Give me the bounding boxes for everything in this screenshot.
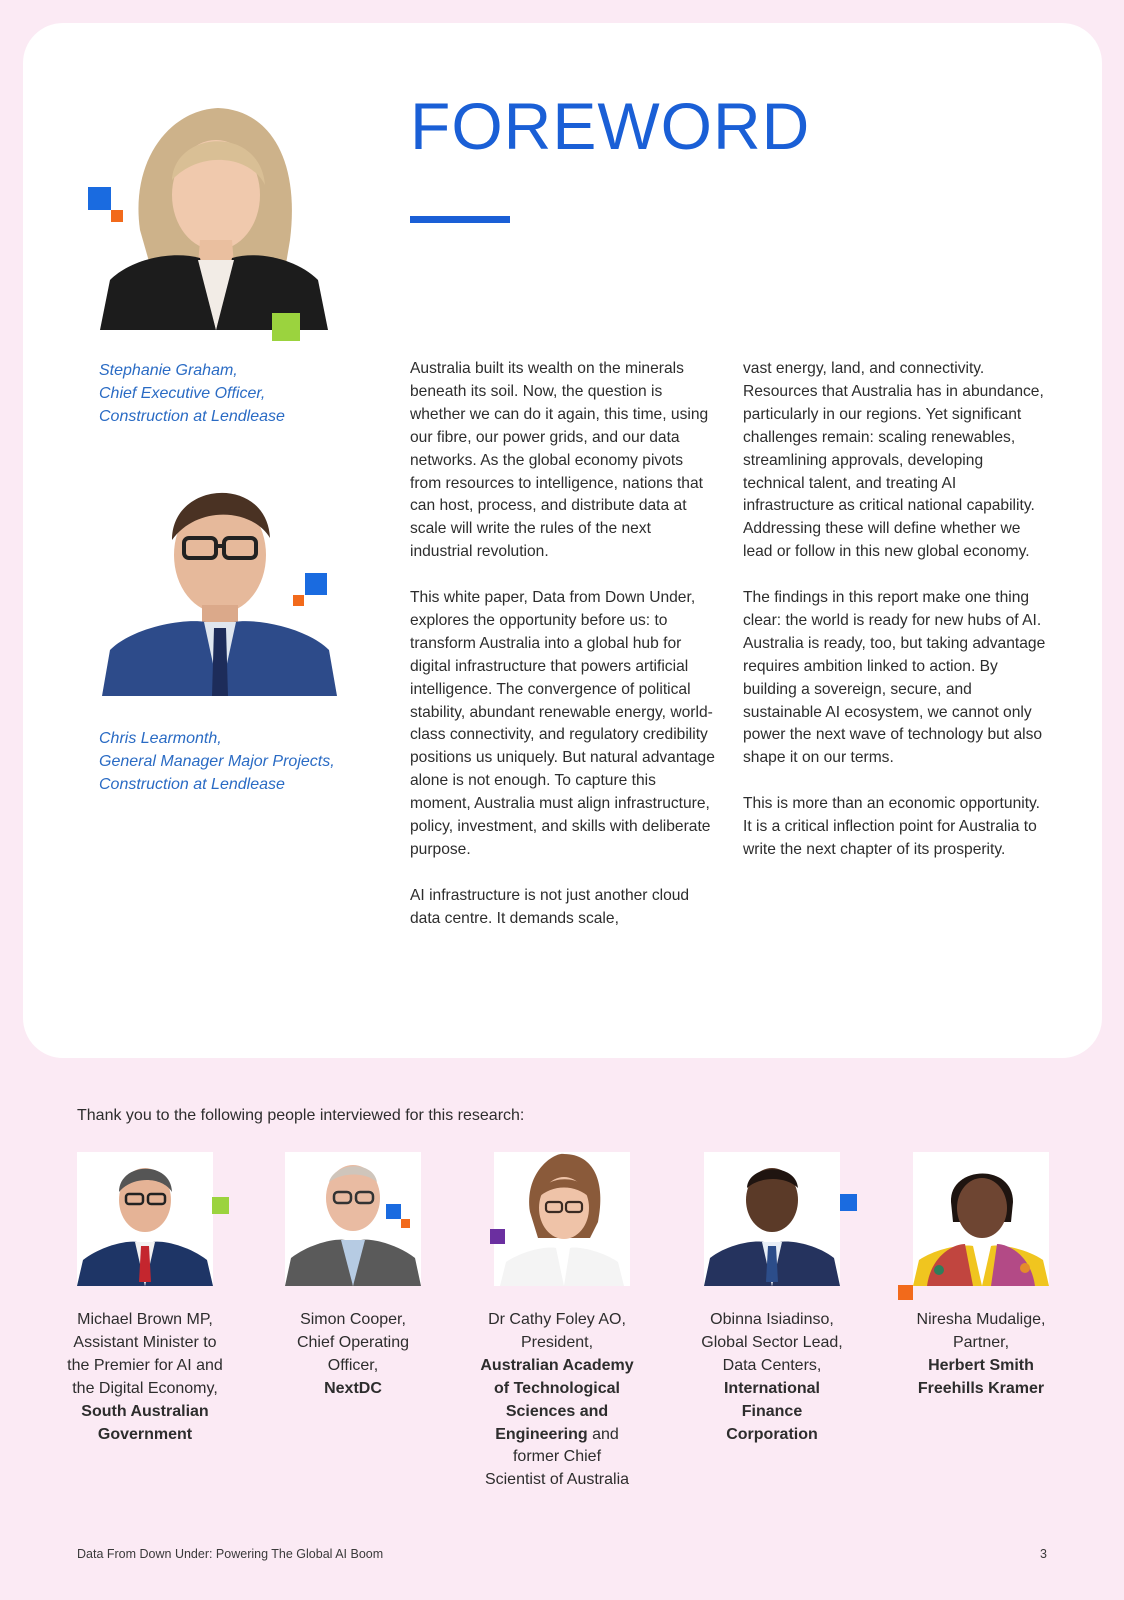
portrait-michael-brown [77, 1152, 213, 1286]
organization-line: International [723, 1379, 820, 1397]
decorative-orange-square [401, 1219, 410, 1228]
organization-line: Sciences and [505, 1402, 609, 1420]
title-underline [410, 216, 510, 223]
decorative-orange-square [898, 1285, 913, 1300]
organization-word: Engineering [495, 1425, 588, 1443]
portrait-stephanie-graham [100, 100, 328, 330]
caption-line: the Digital Economy, [72, 1379, 218, 1397]
organization-line: of Technological [494, 1379, 620, 1397]
caption-line: Assistant Minister to [73, 1333, 217, 1351]
caption-line: General Manager Major Projects, [99, 753, 335, 770]
body-paragraph: AI infrastructure is not just another cloud data centre. It demands scale, [410, 886, 690, 927]
caption-line: Chris Learmonth, [99, 730, 222, 747]
organization-line: Herbert Smith [928, 1356, 1034, 1374]
footer-publication-title: Data From Down Under: Powering The Global AI Boom [77, 1547, 384, 1561]
caption-line: Stephanie Graham, [99, 362, 238, 379]
page-title: FOREWORD [410, 89, 811, 163]
interviewee-caption-1 [50, 1309, 240, 1446]
decorative-blue-square [305, 573, 327, 595]
body-paragraph: vast energy, land, and connectivity. Resources that Australia has in abundance, particularly in our regions. Yet significant challenges remain: scaling renewables, streamlining approvals, developing technical talent, and treating AI infrastructure as critical national capability. Addressing these will define whether we lead or follow in this new global economy. [743, 360, 1044, 561]
caption-line: Partner, [952, 1333, 1010, 1351]
caption-line: Dr Cathy Foley AO, [488, 1311, 626, 1328]
caption-line: Chief Executive Officer, [99, 385, 266, 402]
body-column-1 [410, 358, 715, 954]
body-paragraph: This white paper, Data from Down Under, explores the opportunity before us: to transform Australia into a global hub for digital infrastructure that powers artificial intelligence. The convergence of political stability, abundant renewable energy, world-class connectivity, and regulatory credibility positions us uniquely. But natural advantage alone is not enough. To capture this moment, Australia must align infrastructure, policy, investment, and skills with deliberate purpose. [410, 589, 715, 859]
organization-line: Australian Academy [480, 1356, 634, 1374]
caption-line: Niresha Mudalige, [916, 1311, 1046, 1328]
interviewee-caption-2 [258, 1309, 448, 1401]
interviewee-caption-4 [677, 1309, 867, 1446]
decorative-purple-square [490, 1229, 505, 1244]
organization-line: Government [97, 1425, 193, 1443]
caption-line: Global Sector Lead, [701, 1333, 843, 1351]
caption-line: Simon Cooper, [300, 1311, 406, 1328]
decorative-green-square [212, 1197, 229, 1214]
organization-line: NextDC [324, 1379, 382, 1397]
decorative-green-square [272, 313, 300, 341]
caption-line: Construction at Lendlease [99, 408, 285, 425]
portrait-cathy-foley [494, 1152, 630, 1286]
decorative-orange-square [293, 595, 304, 606]
caption-line: President, [520, 1333, 594, 1351]
caption-line: former Chief [512, 1448, 602, 1466]
decorative-blue-square [386, 1204, 401, 1219]
leader-caption-1 [99, 359, 285, 428]
body-paragraph: Australia built its wealth on the minerals beneath its soil. Now, the question is whether we can do it again, this time, using our fibre, our power grids, and our data networks. As the global economy pivots from resources to intelligence, nations that can host, process, and distribute data at scale will write the rules of the next industrial revolution. [410, 360, 709, 561]
caption-line: Construction at Lendlease [99, 776, 285, 793]
organization-line: Corporation [726, 1425, 818, 1443]
organization-line: Freehills Kramer [917, 1379, 1045, 1397]
body-column-2 [743, 358, 1048, 885]
caption-line: Data Centers, [722, 1356, 822, 1374]
organization-line: Finance [741, 1402, 803, 1420]
interviewees-intro: Thank you to the following people interviewed for this research: [77, 1107, 525, 1124]
body-paragraph: This is more than an economic opportunity. It is a critical inflection point for Australia to write the next chapter of its prosperity. [743, 795, 1041, 858]
caption-line: Michael Brown MP, [77, 1311, 213, 1328]
portrait-obinna-isiadinso [704, 1152, 840, 1286]
portrait-chris-learmonth [102, 460, 337, 696]
interviewee-caption-3 [462, 1309, 652, 1492]
caption-line: Officer, [327, 1356, 379, 1374]
portrait-niresha-mudalige [913, 1152, 1049, 1286]
decorative-blue-square [840, 1194, 857, 1211]
page-number: 3 [1040, 1547, 1047, 1561]
organization-line: South Australian [81, 1402, 209, 1420]
caption-line: Obinna Isiadinso, [710, 1311, 834, 1328]
organization-line [462, 1424, 652, 1447]
caption-line: the Premier for AI and [67, 1356, 223, 1374]
caption-line: Scientist of Australia [484, 1471, 630, 1489]
body-paragraph: The findings in this report make one thing clear: the world is ready for new hubs of AI. Australia is ready, too, but taking advantage requires ambition linked to action. By building a sovereign, secure, and sustainable AI ecosystem, we cannot only power the next wave of technology but also shape it on our terms. [743, 589, 1046, 767]
interviewee-caption-5 [886, 1309, 1076, 1401]
caption-line: Chief Operating [296, 1333, 410, 1351]
caption-suffix: and [587, 1425, 619, 1443]
leader-caption-2 [99, 727, 335, 796]
